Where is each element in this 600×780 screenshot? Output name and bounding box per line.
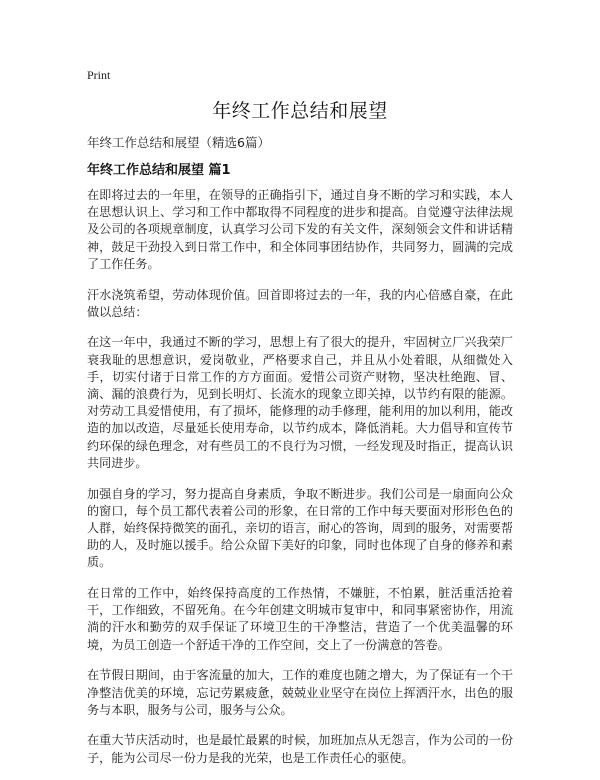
print-link[interactable]: Print xyxy=(87,68,111,82)
document-body xyxy=(87,187,513,780)
section-heading: 年终工作总结和展望 篇1 xyxy=(87,163,231,178)
paragraph: 在这一年中，我通过不断的学习，思想上有了很大的提升，牢固树立厂兴我荣厂衰我耻的思想意识，爱岗敬业，严格要求自己，并且从小处着眼，从细微处入手，切实付诸于日常工作的方方面面。爱惜公司资产财物，坚决杜绝跑、冒、滴、漏的浪费行为，见到长明灯、长流水的现象立即关掉，以节约有限的能源。对劳动工具爱惜使用，有了损坏，能修理的动手修理，能利用的加以利用，能改造的加以改造，尽量延长使用寿命，以节约成本，降低消耗。大力倡导和宣传节约环保的绿色理念，对有些员工的不良行为习惯，一经发现及时指正，提高认识共同进步。 xyxy=(87,335,513,470)
paragraph: 汗水浇筑希望，劳动体现价值。回首即将过去的一年，我的内心倍感自豪，在此做以总结： xyxy=(87,287,513,319)
paragraph: 在节假日期间，由于客流量的加大，工作的难度也随之增大，为了保证有一个干净整洁优美的环境，忘记劳累疲惫，兢兢业业坚守在岗位上挥洒汗水，出色的服务与本职，服务与公司，服务与公众。 xyxy=(87,668,513,717)
paragraph: 在即将过去的一年里，在领导的正确指引下，通过自身不断的学习和实践，本人在思想认识上、学习和工作中都取得不同程度的进步和提高。自觉遵守法律法规及公司的各项规章制度，认真学习公司下发的有关文件，深刻领会文件和讲话精神，鼓足干劲投入到日常工作中，和全体同事团结协作，共同努力，圆满的完成了工作任务。 xyxy=(87,188,513,271)
document-subtitle: 年终工作总结和展望（精选6篇） xyxy=(87,135,270,150)
page-title: 年终工作总结和展望 xyxy=(212,100,388,122)
paragraph: 加强自身的学习，努力提高自身素质，争取不断进步。我们公司是一扇面向公众的窗口，每个员工都代表着公司的形象，在日常的工作中每天要面对形形色色的人群，始终保持微笑的面孔，亲切的语言，耐心的答询，周到的服务，对需要帮助的人，及时施以援手。给公众留下美好的印象，同时也体现了自身的修养和素质。 xyxy=(87,486,513,570)
paragraph: 在重大节庆活动时，也是最忙最累的时候，加班加点从无怨言，作为公司的一份子，能为公司尽一份力是我的光荣，也是工作责任心的驱使。 xyxy=(87,733,513,765)
paragraph: 在日常的工作中，始终保持高度的工作热情，不嫌脏，不怕累，脏活重活抢着干，工作细致，不留死角。在今年创建文明城市复审中，和同事紧密协作，用流淌的汗水和勤劳的双手保证了环境卫生的干净整洁，营造了一个优美温馨的环境，为员工创造一个舒适干净的工作空间，交上了一份满意的答卷。 xyxy=(87,586,513,652)
